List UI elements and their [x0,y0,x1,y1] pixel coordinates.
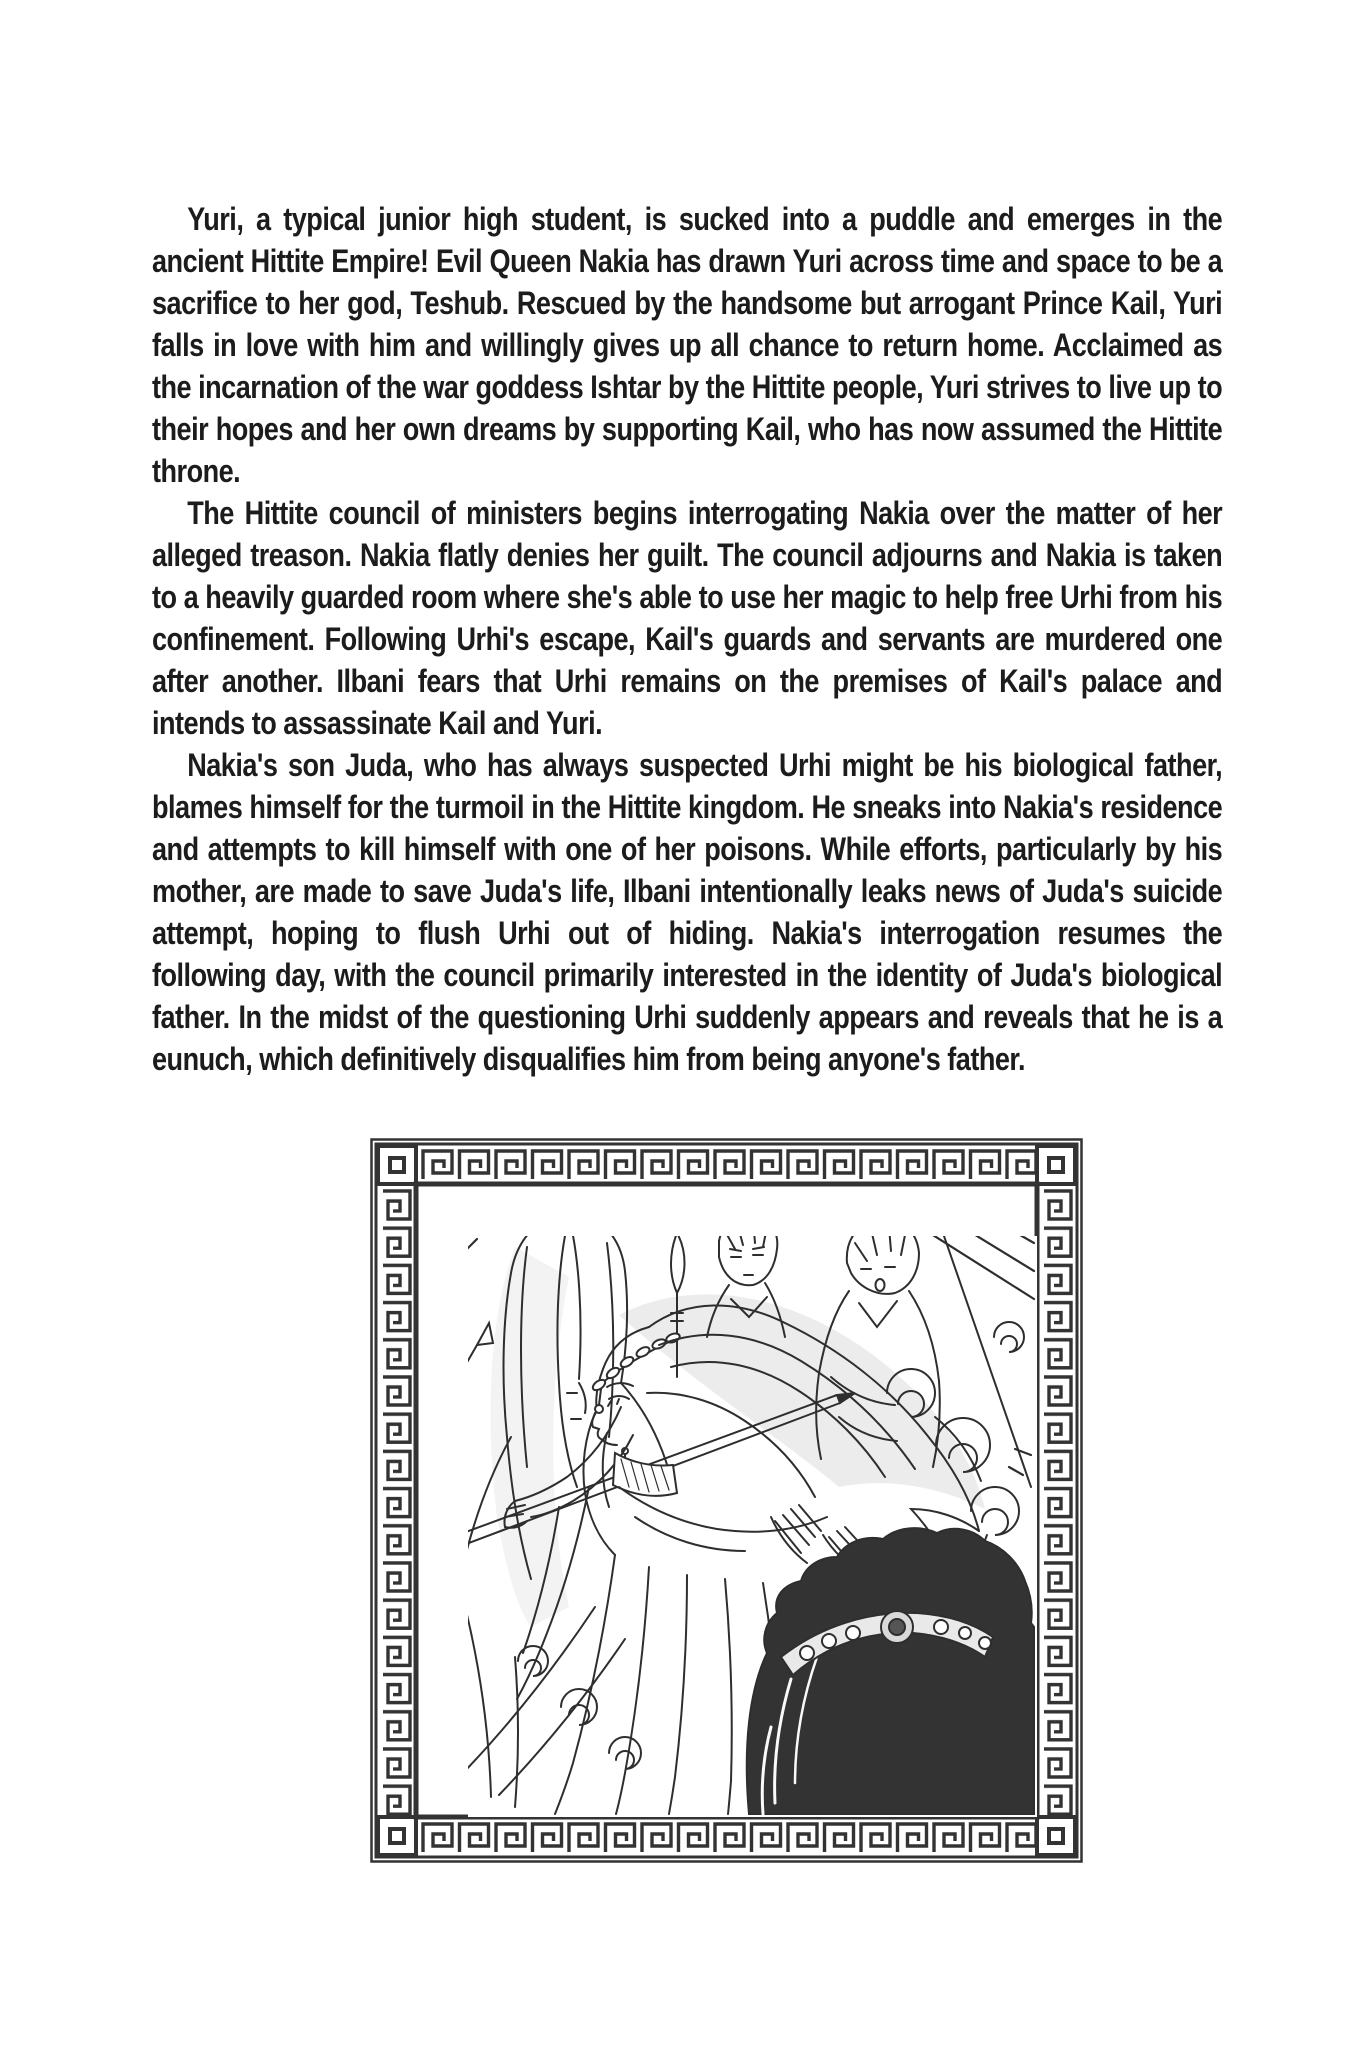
framed-illustration [370,1138,1083,1863]
synopsis-paragraph-1: Yuri, a typical junior high student, is sucked into a puddle and emerges in the ancient Hittite Empire! Evil Queen Nakia has drawn Yuri across time and space to be a sacrifice to her god, Teshub. Rescued by the handsome but arrogant Prince Kail, Yuri falls in love with him and willingly gives up all chance to return home. Acclaimed as the incarnation of the war goddess Ishtar by the Hittite people, Yuri strives to live up to their hopes and her own dreams by supporting Kail, who has now assumed the Hittite throne. [152,201,1223,489]
synopsis-paragraph-2: The Hittite council of ministers begins interrogating Nakia over the matter of her alleged treason. Nakia flatly denies her guilt. The council adjourns and Nakia is taken to a heavily guarded room where she's able to use her magic to help free Urhi from his confinement. Following Urhi's escape, Kail's guards and servants are murdered one after another. Ilbani fears that Urhi remains on the premises of Kail's palace and intends to assassinate Kail and Yuri. [152,495,1223,741]
manga-art [417,1185,1037,1817]
greek-key-frame [370,1138,1083,1863]
synopsis-text [152,198,1222,1080]
synopsis-paragraph-3: Nakia's son Juda, who has always suspected Urhi might be his biological father, blames himself for the turmoil in the Hittite kingdom. He sneaks into Nakia's residence and attempts to kill himself with one of her poisons. While efforts, particularly by his mother, are made to save Juda's life, Ilbani intentionally leaks news of Juda's suicide attempt, hoping to flush Urhi out of hiding. Nakia's interrogation resumes the following day, with the council primarily interested in the identity of Juda's biological father. In the midst of the questioning Urhi suddenly appears and reveals that he is a eunuch, which definitively disqualifies him from being anyone's father. [152,747,1223,1077]
